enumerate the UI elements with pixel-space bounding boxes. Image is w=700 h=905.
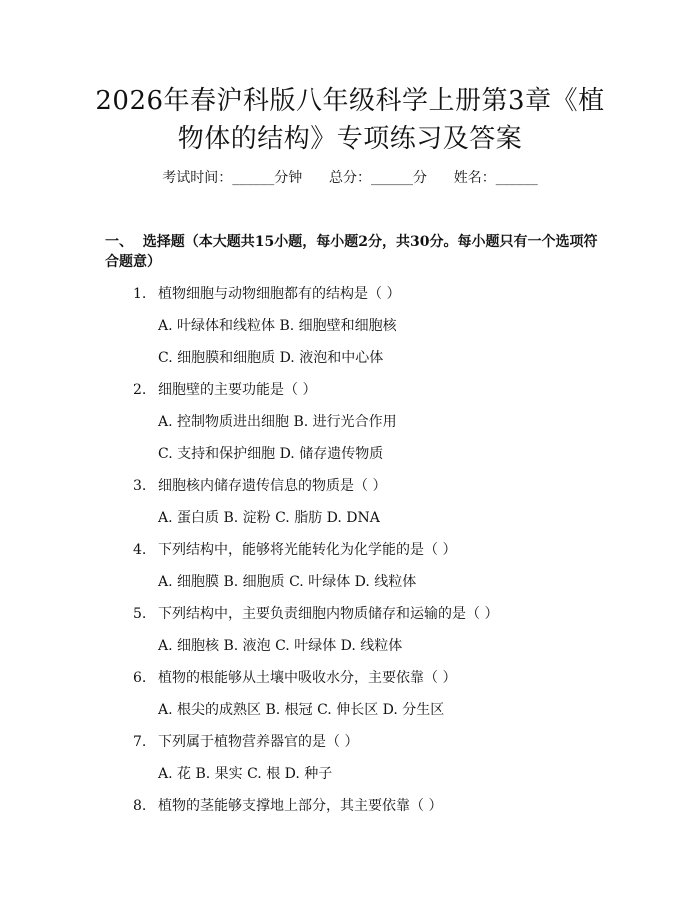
section-heading-line-1: 一、 选择题（本大题共15小题，每小题2分，共30分。每小题只有一个选项符: [105, 234, 598, 250]
question-stem: 下列结构中，主要负责细胞内物质储存和运输的是（ ）: [158, 606, 499, 622]
title-line-1: 2026年春沪科版八年级科学上册第3章《植: [95, 86, 605, 116]
question-4-options-line-1: A. 细胞膜 B. 细胞质 C. 叶绿体 D. 线粒体: [158, 574, 417, 590]
section-heading-line-2: 合题意）: [105, 254, 161, 270]
exam-score: 总分：______分: [329, 170, 427, 186]
exam-time: 考试时间：______分钟: [162, 170, 303, 186]
question-3: [133, 476, 386, 496]
question-6-options-line-1: A. 根尖的成熟区 B. 根冠 C. 伸长区 D. 分生区: [158, 702, 445, 718]
question-1-options-line-1: A. 叶绿体和线粒体 B. 细胞壁和细胞核: [158, 318, 397, 334]
question-stem: 植物细胞与动物细胞都有的结构是（ ）: [158, 286, 401, 302]
question-1-options-line-2: C. 细胞膜和细胞质 D. 液泡和中心体: [158, 350, 384, 366]
question-7-options-line-1: A. 花 B. 果实 C. 根 D. 种子: [158, 766, 333, 782]
question-number: 5.: [133, 606, 147, 622]
question-2: [133, 380, 316, 400]
question-5-options-line-1: A. 细胞核 B. 液泡 C. 叶绿体 D. 线粒体: [158, 638, 403, 654]
question-number: 8.: [133, 798, 147, 814]
section-heading: [105, 232, 600, 272]
question-number: 2.: [133, 382, 147, 398]
question-number: 4.: [133, 542, 147, 558]
question-stem: 植物的茎能够支撑地上部分，其主要依靠（ ）: [158, 798, 443, 814]
question-number: 7.: [133, 734, 147, 750]
title-line-2: 物体的结构》专项练习及答案: [177, 124, 523, 154]
question-stem: 下列属于植物营养器官的是（ ）: [158, 734, 359, 750]
exam-name: 姓名：______: [453, 170, 538, 186]
question-stem: 下列结构中，能够将光能转化为化学能的是（ ）: [158, 542, 457, 558]
question-stem: 细胞壁的主要功能是（ ）: [158, 382, 317, 398]
question-1: [133, 284, 400, 304]
question-5: [133, 604, 498, 624]
question-4: [133, 540, 456, 560]
question-3-options-line-1: A. 蛋白质 B. 淀粉 C. 脂肪 D. DNA: [158, 510, 380, 526]
question-7: [133, 732, 358, 752]
question-6: [133, 668, 456, 688]
question-8: [133, 796, 442, 816]
exam-info: [0, 168, 700, 188]
question-2-options-line-2: C. 支持和保护细胞 D. 储存遗传物质: [158, 446, 384, 462]
question-number: 1.: [133, 286, 147, 302]
question-number: 6.: [133, 670, 147, 686]
question-stem: 细胞核内储存遗传信息的物质是（ ）: [158, 478, 387, 494]
question-stem: 植物的根能够从土壤中吸收水分，主要依靠（ ）: [158, 670, 457, 686]
question-number: 3.: [133, 478, 147, 494]
document-title: [70, 82, 630, 158]
question-2-options-line-1: A. 控制物质进出细胞 B. 进行光合作用: [158, 414, 397, 430]
